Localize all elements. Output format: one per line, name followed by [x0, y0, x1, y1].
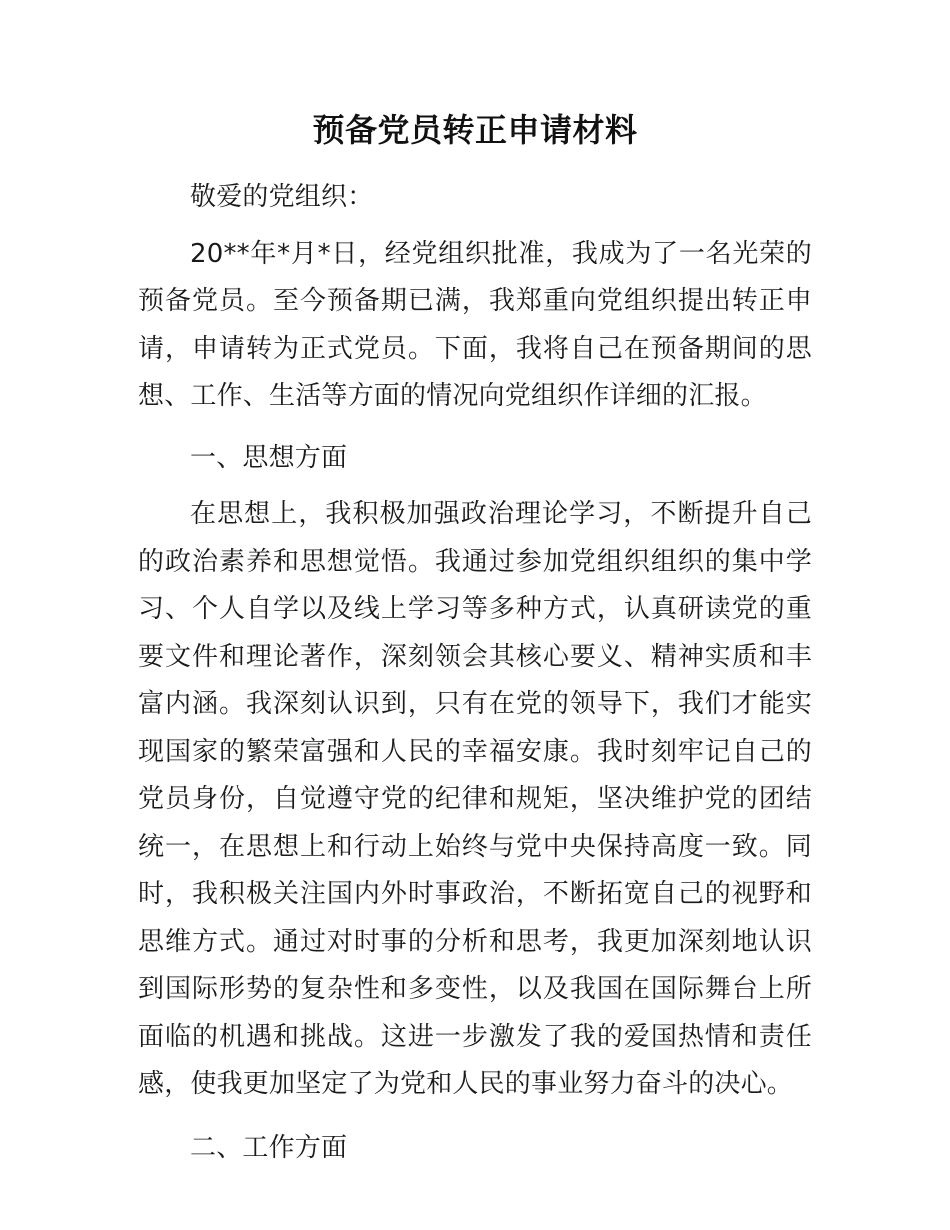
- document-body: [138, 0, 812, 1172]
- paragraph-gap: [138, 222, 812, 231]
- section-heading-one: 一、思想方面: [190, 442, 348, 473]
- thought-section-paragraph: 在思想上，我积极加强政治理论学习，不断提升自己的政治素养和思想觉悟。我通过参加党组织组织的集中学习、个人自学以及线上学习等多种方式，认真研读党的重要文件和理论著作，深刻领会其核心要义、精神实质和丰富内涵。我深刻认识到，只有在党的领导下，我们才能实现国家的繁荣富强和人民的幸福安康。我时刻牢记自己的党员身份，自觉遵守党的纪律和规矩，坚决维护党的团结统一，在思想上和行动上始终与党中央保持高度一致。同时，我积极关注国内外时事政治，不断拓宽自己的视野和思维方式。通过对时事的分析和思考，我更加深刻地认识到国际形势的复杂性和多变性，以及我国在国际舞台上所面临的机遇和挑战。这进一步激发了我的爱国热情和责任感，使我更加坚定了为党和人民的事业努力奋斗的决心。: [138, 499, 812, 1099]
- page-title: 预备党员转正申请材料: [312, 111, 638, 149]
- paragraph-gap: [138, 482, 812, 491]
- title-spacer: [138, 152, 812, 174]
- paragraph-gap: [138, 421, 812, 435]
- salutation-line: 敬爱的党组织：: [190, 182, 374, 212]
- opening-paragraph: 20**年*月*日，经党组织批准，我成为了一名光荣的预备党员。至今预备期已满，我郑重向党组织提出转正申请，申请转为正式党员。下面，我将自己在预备期间的思想、工作、生活等方面的情况向党组织作详细的汇报。: [138, 238, 812, 411]
- paragraph-gap: [138, 1109, 812, 1125]
- section-heading-two: 二、工作方面: [190, 1132, 348, 1163]
